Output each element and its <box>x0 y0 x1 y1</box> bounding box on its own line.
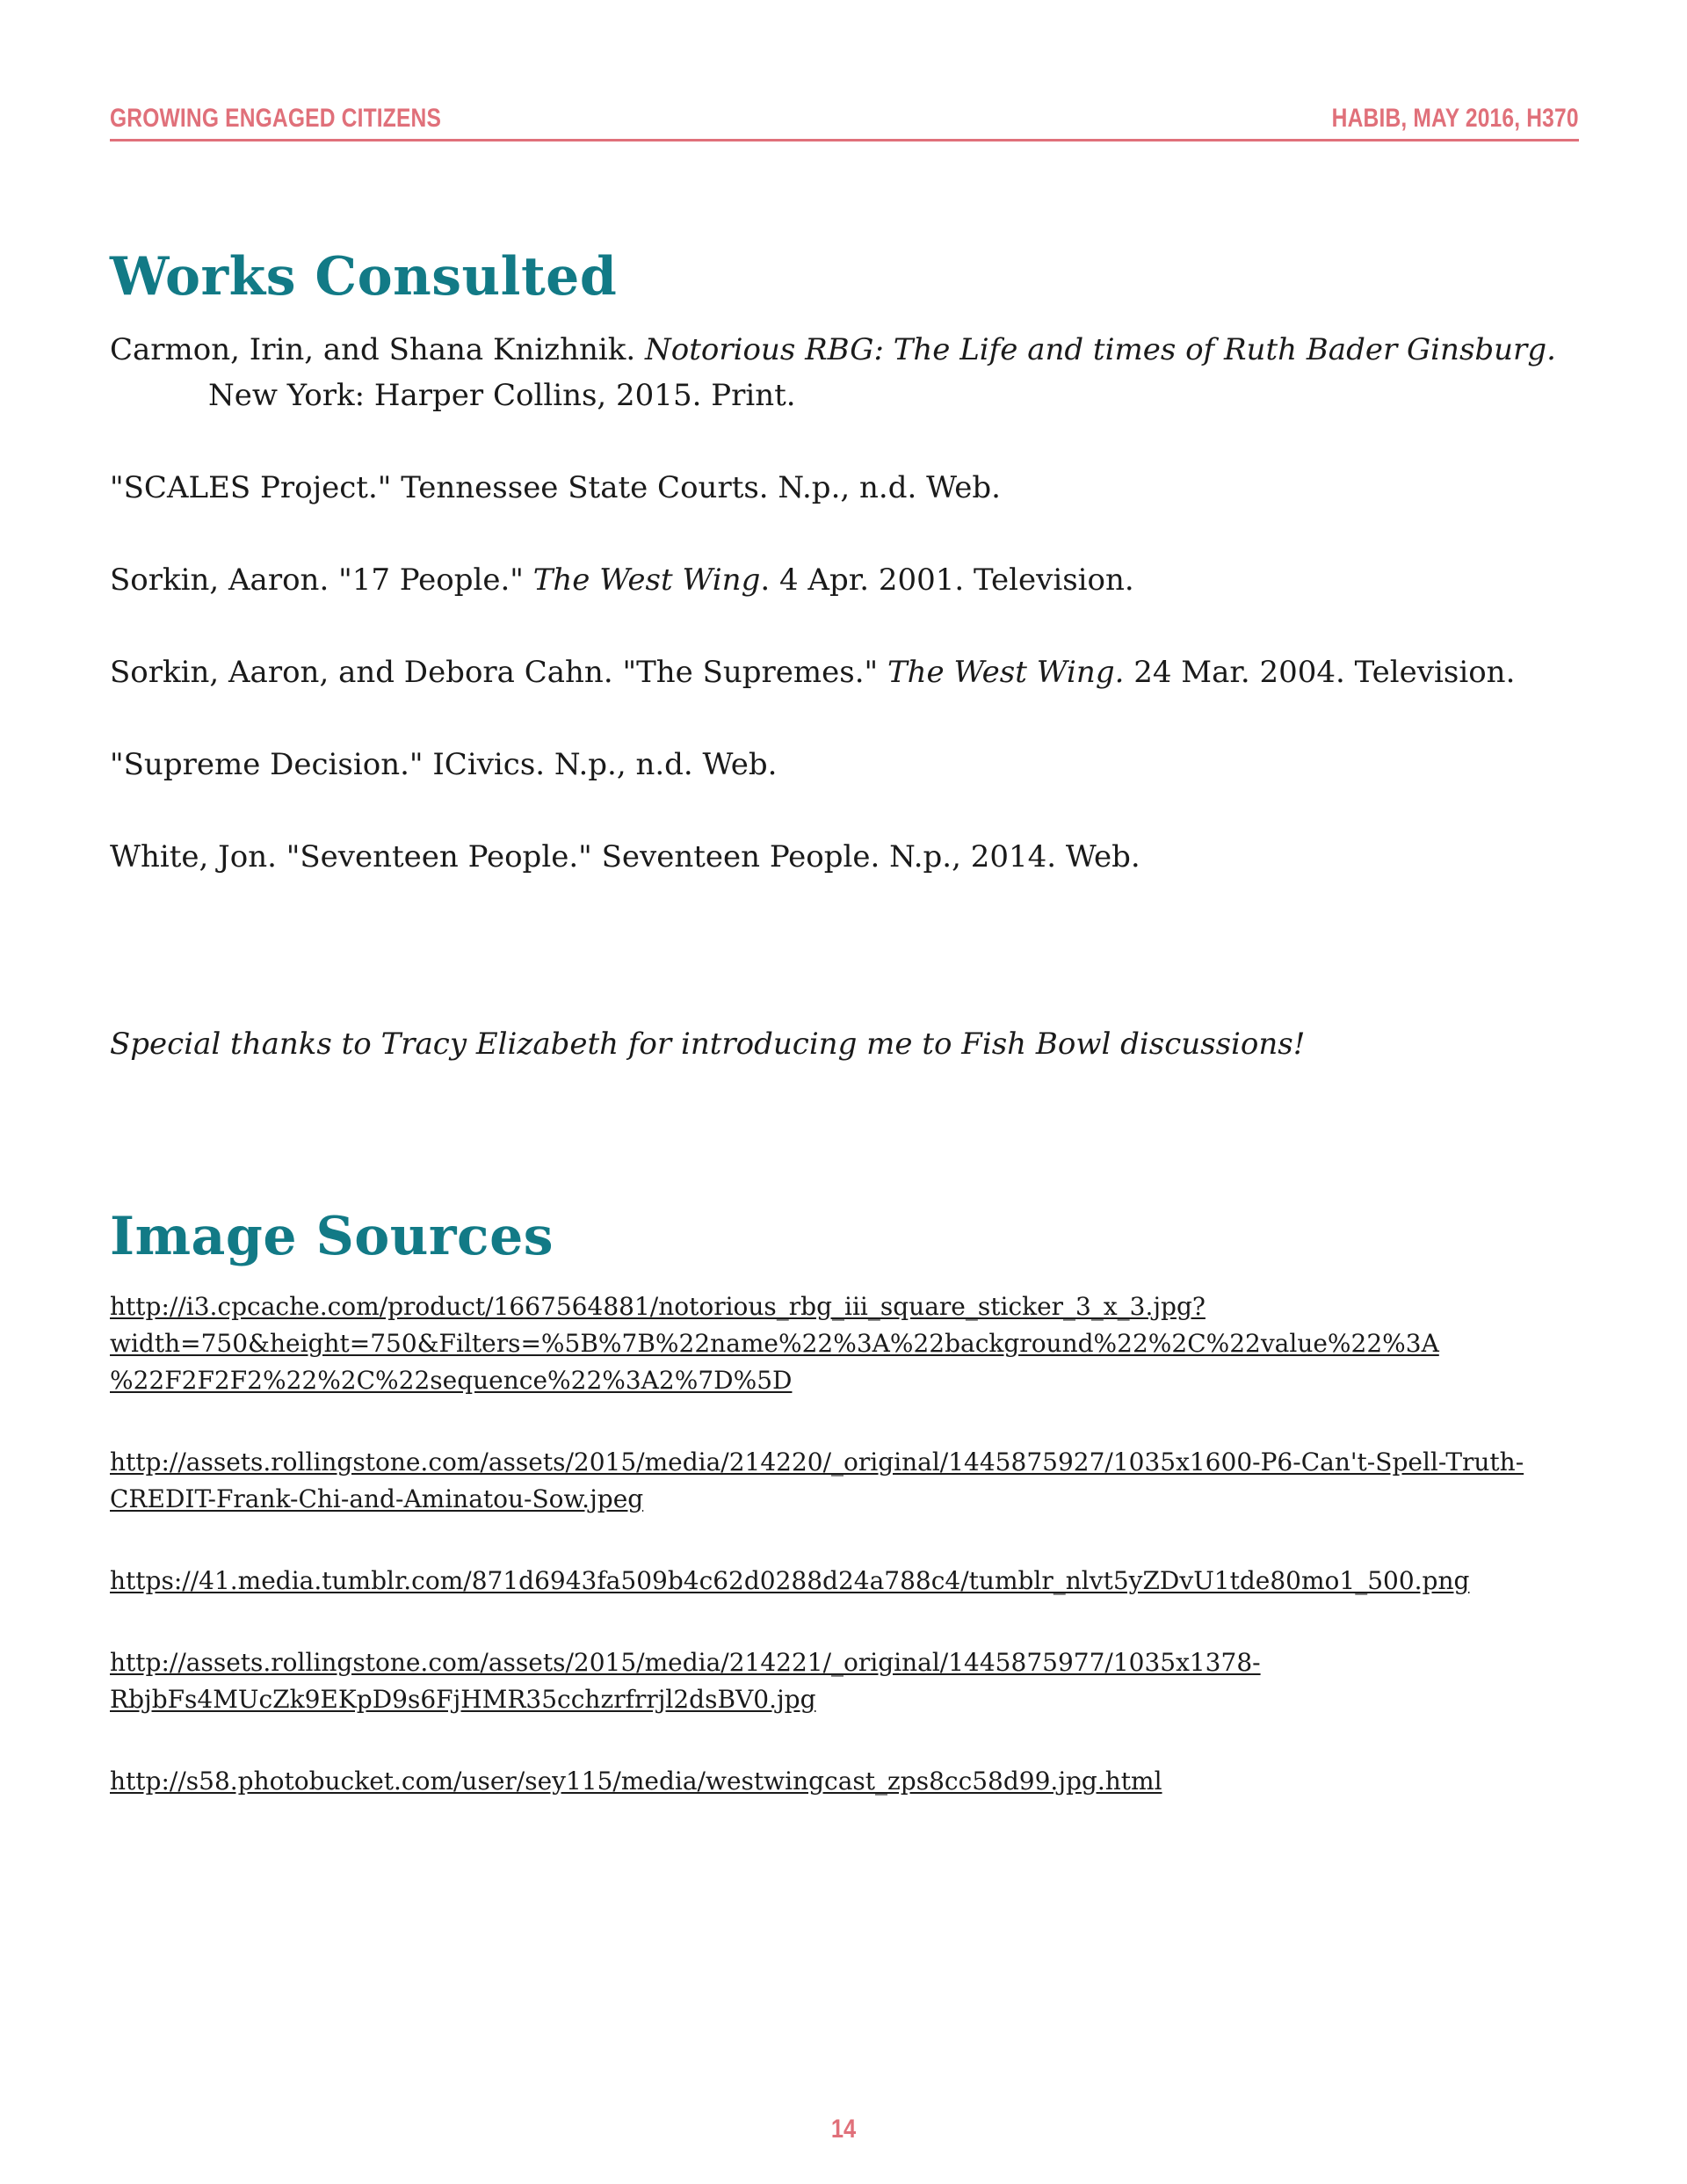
image-source-link[interactable]: https://41.media.tumblr.com/871d6943fa509b4c62d0288d24a788c4/tumblr_nlvt5yZDvU1tde80mo1_500.png <box>110 1566 1470 1595</box>
header-author-date: HABIB, MAY 2016, H370 <box>1331 104 1579 133</box>
citation-entry: White, Jon. "Seventeen People." Seventeen People. N.p., 2014. Web. <box>110 839 1140 874</box>
image-source-item <box>110 1563 1586 1600</box>
image-source-item <box>110 1644 1586 1718</box>
image-source-item <box>110 1444 1586 1518</box>
citation-entry: "Supreme Decision." ICivics. N.p., n.d. Web. <box>110 747 778 782</box>
citation-entry: Sorkin, Aaron. "17 People." The West Wing. 4 Apr. 2001. Television. <box>110 562 1134 598</box>
image-source-link[interactable]: http://assets.rollingstone.com/assets/2015/media/214221/_original/1445875977/1035x1378- RbjbFs4MUcZk9EKpD9s6FjHMR35cchzrfrrjl2dsBV0.jpg <box>110 1648 1261 1714</box>
citation-entry: "SCALES Project." Tennessee State Courts. N.p., n.d. Web. <box>110 470 1001 505</box>
image-source-link[interactable]: http://assets.rollingstone.com/assets/2015/media/214220/_original/1445875927/1035x1600-P6-Can't-Spell-Truth- CREDIT-Frank-Chi-and-Aminatou-Sow.jpeg <box>110 1448 1524 1513</box>
image-source-link[interactable]: http://s58.photobucket.com/user/sey115/media/westwingcast_zps8cc58d99.jpg.html <box>110 1767 1162 1796</box>
image-source-link[interactable]: http://i3.cpcache.com/product/1667564881/notorious_rbg_iii_square_sticker_3_x_3.jpg? width=750&height=750&Filters=%5B%7B%22name%22%3A%22background%22%2C%22value%22%3A %22F2F2F2%22%2C%22sequence%22%3A2%7D%5D <box>110 1292 1439 1395</box>
image-sources-list <box>110 1288 1586 1845</box>
image-sources-heading: Image Sources <box>110 1206 554 1267</box>
page-number: 14 <box>830 2115 857 2144</box>
citation-entry: Sorkin, Aaron, and Debora Cahn. "The Supremes." The West Wing. 24 Mar. 2004. Television. <box>110 655 1516 690</box>
works-consulted-heading: Works Consulted <box>110 246 618 308</box>
header-document-title: GROWING ENGAGED CITIZENS <box>110 104 442 133</box>
works-consulted-list <box>110 327 1579 926</box>
citation-entry: Carmon, Irin, and Shana Knizhnik. Notorious RBG: The Life and times of Ruth Bader Ginsburg. New York: Harper Collins, 2015. Print. <box>110 332 1556 413</box>
image-source-item <box>110 1763 1586 1800</box>
acknowledgement-text: Special thanks to Tracy Elizabeth for introducing me to Fish Bowl discussions! <box>110 1027 1306 1062</box>
image-source-item <box>110 1288 1586 1399</box>
page-header <box>110 104 1579 141</box>
